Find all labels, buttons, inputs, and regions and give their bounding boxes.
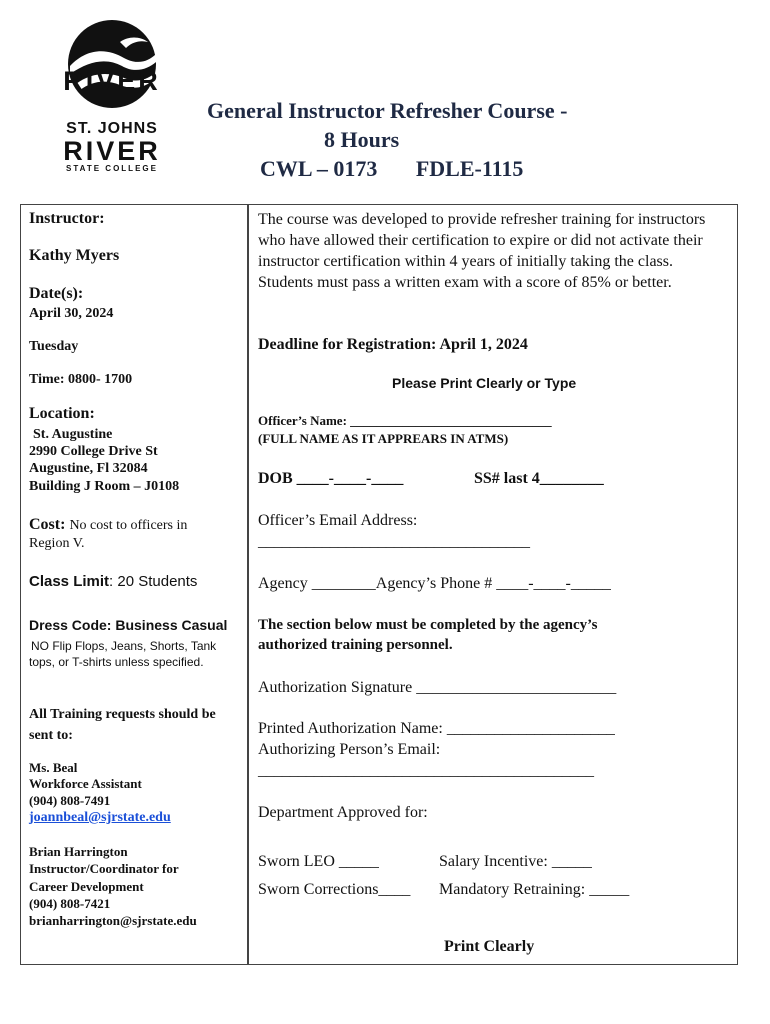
cost-row xyxy=(29,516,187,534)
contact2-dept: Career Development xyxy=(29,879,144,894)
ssn-field[interactable]: SS# last 4________ xyxy=(474,470,604,487)
location-line-4: Building J Room – J0108 xyxy=(29,479,180,494)
dress-code-label: Dress Code: Business Casual xyxy=(29,617,228,633)
sworn-leo-field[interactable]: Sworn LEO _____ xyxy=(258,853,379,870)
class-limit-label: Class Limit xyxy=(29,573,110,590)
title-line-3 xyxy=(260,154,523,183)
auth-email-field[interactable]: __________________________________________ xyxy=(258,762,594,779)
registration-deadline: Deadline for Registration: April 1, 2024 xyxy=(258,336,528,353)
contact1-email-link[interactable]: joannbeal@sjrstate.edu xyxy=(29,810,171,825)
logo-st-johns: ST. JOHNS xyxy=(66,120,158,137)
officer-email-field[interactable]: __________________________________ xyxy=(258,533,530,550)
printed-auth-name-field[interactable]: Printed Authorization Name: _____________________ xyxy=(258,720,615,737)
description-text: The course was developed to provide refresher training for instructors who have allowed their certification to expire or did not activate their instructor certification within 4 years of initially taking the class. xyxy=(258,211,706,270)
contact2-title: Instructor/Coordinator for xyxy=(29,861,179,876)
requests-line-2: sent to: xyxy=(29,728,73,743)
dept-approved-label: Department Approved for: xyxy=(258,804,428,821)
instructor-name: Kathy Myers xyxy=(29,247,120,264)
course-time: Time: 0800- 1700 xyxy=(29,372,133,387)
contact2-name: Brian Harrington xyxy=(29,844,128,859)
class-limit xyxy=(29,573,197,590)
column-divider xyxy=(247,204,249,965)
title-line-2: 8 Hours xyxy=(324,127,400,152)
full-name-note: (FULL NAME AS IT APPREARS IN ATMS) xyxy=(258,431,509,446)
course-code-fdle: FDLE-1115 xyxy=(415,156,524,181)
contact2-phone: (904) 808-7421 xyxy=(29,896,111,911)
dress-code-line-1: NO Flip Flops, Jeans, Shorts, Tank xyxy=(31,639,217,653)
auth-email-label: Authorizing Person’s Email: xyxy=(258,741,441,758)
cost-text-2: Region V. xyxy=(29,536,85,551)
section-note-2: authorized training personnel. xyxy=(258,637,453,653)
contact1-phone: (904) 808-7491 xyxy=(29,793,111,808)
officer-email-label: Officer’s Email Address: xyxy=(258,512,418,529)
contact2-email: brianharrington@sjrstate.edu xyxy=(29,913,197,928)
location-line-2: 2990 College Drive St xyxy=(29,444,158,459)
mandatory-retraining-field[interactable]: Mandatory Retraining: _____ xyxy=(439,881,630,898)
dob-field[interactable]: DOB ____-____-____ xyxy=(258,470,404,487)
college-logo xyxy=(62,18,162,173)
sworn-corrections-field[interactable]: Sworn Corrections____ xyxy=(258,881,411,898)
course-code-cwl: CWL – 0173 xyxy=(260,156,378,181)
location-label: Location: xyxy=(29,405,95,422)
logo-river: RIVER xyxy=(63,136,161,166)
course-date: April 30, 2024 xyxy=(29,306,114,321)
instructor-label: Instructor: xyxy=(29,210,105,227)
course-day: Tuesday xyxy=(29,339,79,354)
location-line-3: Augustine, Fl 32084 xyxy=(29,461,148,476)
title-line-1: General Instructor Refresher Course - xyxy=(207,98,568,123)
salary-incentive-field[interactable]: Salary Incentive: _____ xyxy=(439,853,592,870)
print-clearly-footer: Print Clearly xyxy=(444,938,535,955)
dress-code-line-2: tops, or T-shirts unless specified. xyxy=(29,655,204,669)
location-line-1: St. Augustine xyxy=(33,427,113,442)
auth-signature-field[interactable]: Authorization Signature _________________________ xyxy=(258,679,617,696)
dates-label: Date(s): xyxy=(29,285,84,302)
requests-line-1: All Training requests should be xyxy=(29,707,216,722)
contact1-name: Ms. Beal xyxy=(29,760,78,775)
class-limit-value: : 20 Students xyxy=(109,573,198,590)
cost-label: Cost: xyxy=(29,516,66,533)
exam-note: Students must pass a written exam with a score of 85% or better. xyxy=(258,274,672,291)
course-description xyxy=(258,209,728,293)
print-note: Please Print Clearly or Type xyxy=(392,375,577,391)
logo-state-college: STATE COLLEGE xyxy=(66,164,158,173)
cost-text: No cost to officers in xyxy=(69,518,188,533)
agency-field[interactable]: Agency ________Agency’s Phone # ____-____-_____ xyxy=(258,575,611,592)
contact1-title: Workforce Assistant xyxy=(29,776,142,791)
logo-river-top: RIVER xyxy=(63,66,161,96)
officer-name-field[interactable]: Officer’s Name: _______________________________ xyxy=(258,413,552,428)
section-note-1: The section below must be completed by the agency’s xyxy=(258,617,598,633)
